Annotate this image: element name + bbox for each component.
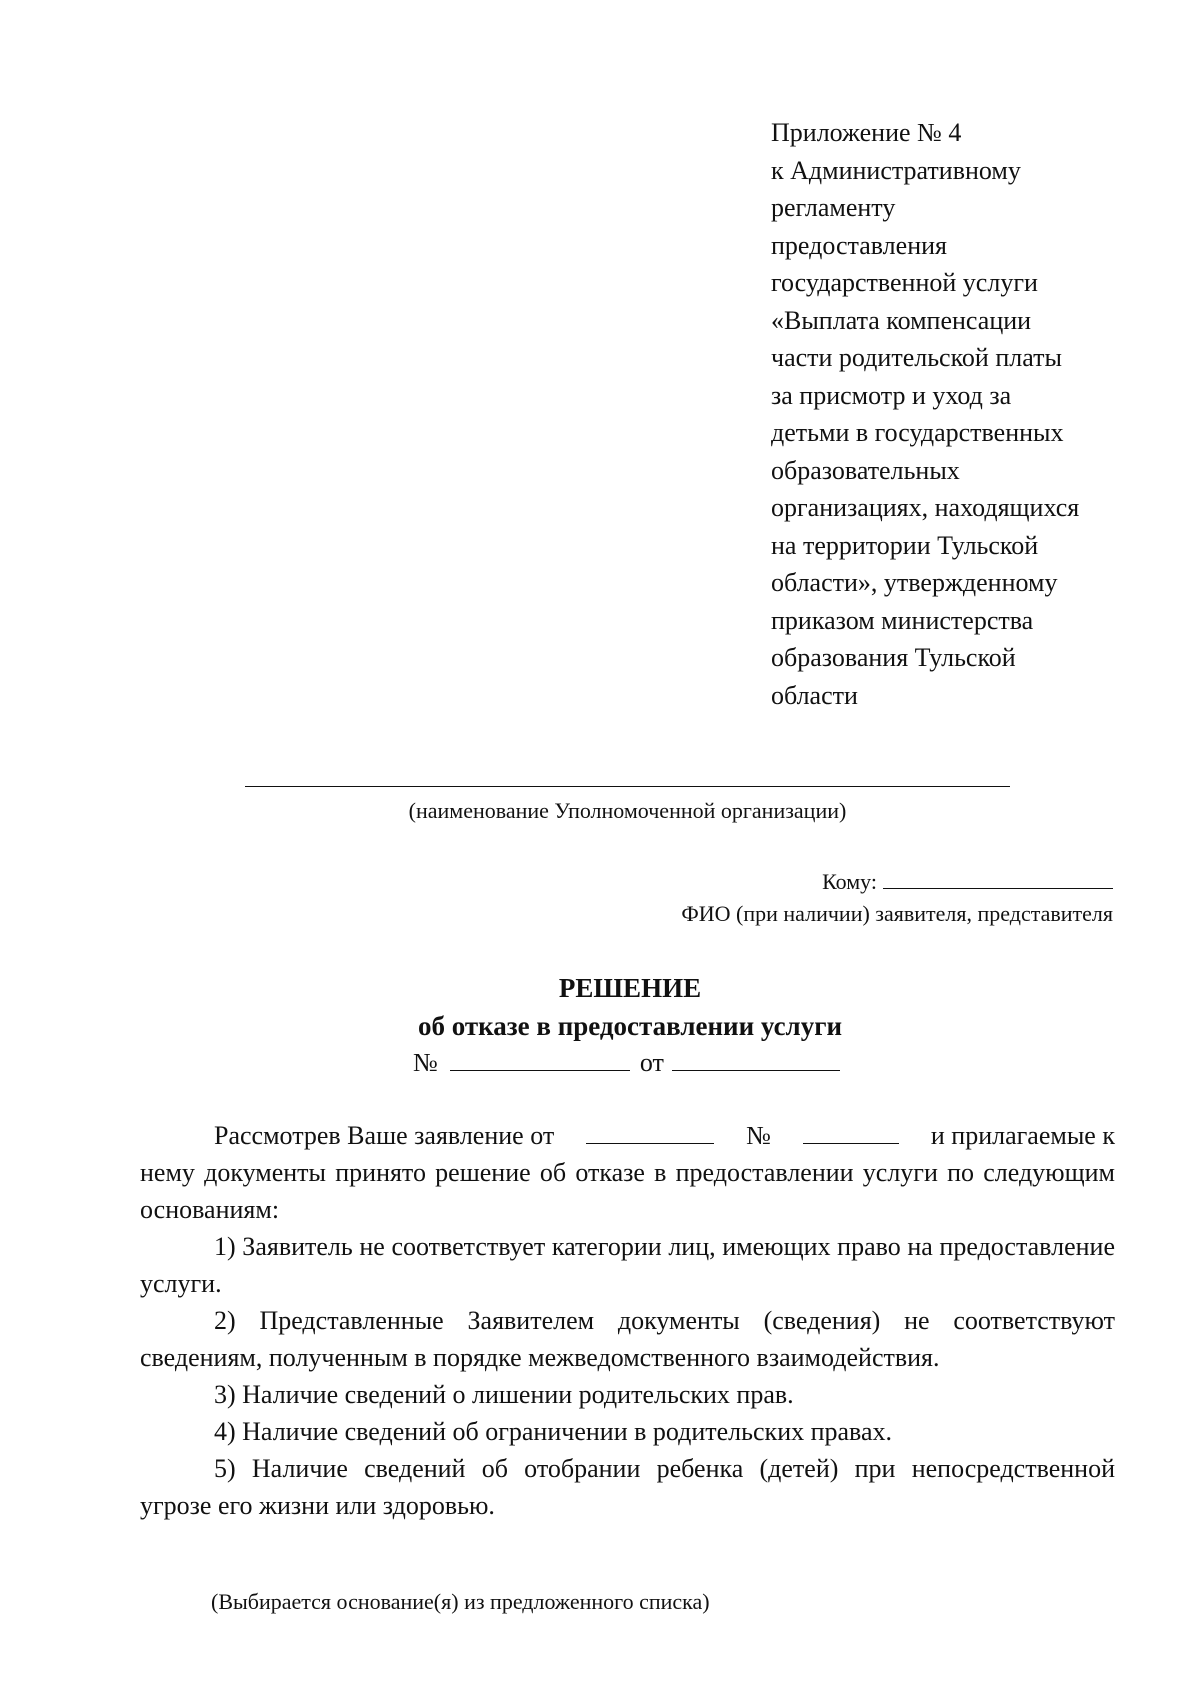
appendix-line: на территории Тульской [771, 530, 1039, 560]
appendix-line: детьми в государственных [771, 418, 1064, 447]
appendix-line: организациях, находящихся [771, 493, 1080, 522]
intro-text-a: Рассмотрев Ваше заявление от [214, 1121, 555, 1150]
number-blank [450, 1048, 630, 1071]
appendix-line: приказом министерства [771, 605, 1034, 635]
date-blank [672, 1048, 840, 1071]
reason-item: 5) Наличие сведений об отобрании ребенка (детей) при непосредственной угрозе его жизни или здоровью. [140, 1454, 1115, 1520]
appendix-line: государственной услуги [771, 268, 1038, 297]
application-date-blank [586, 1121, 714, 1144]
date-label: от [639, 1048, 664, 1077]
recipient-blank [883, 870, 1113, 889]
reason-item: 1) Заявитель не соответствует категории лиц, имеющих право на предоставление услуги. [140, 1232, 1115, 1298]
appendix-line: за присмотр и уход за [771, 380, 1012, 410]
recipient-label: Кому: [822, 869, 877, 894]
reason-item: 4) Наличие сведений об ограничении в родительских правах. [214, 1417, 893, 1446]
appendix-block [771, 114, 1131, 714]
reason-item: 2) Представленные Заявителем документы (сведения) не соответствуют сведениям, полученным в порядке межведомственного взаимодействия. [140, 1306, 1115, 1372]
decision-body [140, 1117, 1115, 1524]
appendix-line: области», утвержденному [771, 568, 1058, 597]
application-number-blank [803, 1121, 899, 1144]
intro-rest: нему документы принято решение об отказе в предоставлении услуги по следующим основаниям: [140, 1158, 1115, 1224]
appendix-line: «Выплата компенсации [771, 305, 1032, 335]
appendix-line: образования Тульской [771, 643, 1016, 672]
intro-first-line [140, 1117, 1115, 1154]
appendix-line: Приложение № 4 [771, 118, 962, 147]
decision-subtitle: об отказе в предоставлении услуги [417, 1011, 843, 1041]
number-label: № [413, 1048, 438, 1077]
appendix-line: области [771, 680, 858, 710]
recipient-line [822, 868, 1113, 896]
organization-name-blank [245, 786, 1010, 787]
appendix-line: к Административному [771, 155, 1021, 185]
decision-title: РЕШЕНИЕ [558, 973, 702, 1003]
reason-item: 3) Наличие сведений о лишении родительских прав. [214, 1380, 794, 1409]
appendix-line: регламенту [771, 193, 896, 222]
organization-caption: (наименование Уполномоченной организации) [408, 798, 847, 823]
selection-note: (Выбирается основание(я) из предложенного списка) [211, 1589, 710, 1614]
recipient-caption: ФИО (при наличии) заявителя, представителя [681, 901, 1113, 926]
decision-number-line [413, 1045, 840, 1081]
intro-text-b: № [746, 1121, 771, 1150]
appendix-line: образовательных [771, 455, 960, 485]
appendix-line: части родительской платы [771, 343, 1062, 372]
intro-text-c: и прилагаемые к [930, 1121, 1115, 1150]
appendix-line: предоставления [771, 230, 947, 260]
